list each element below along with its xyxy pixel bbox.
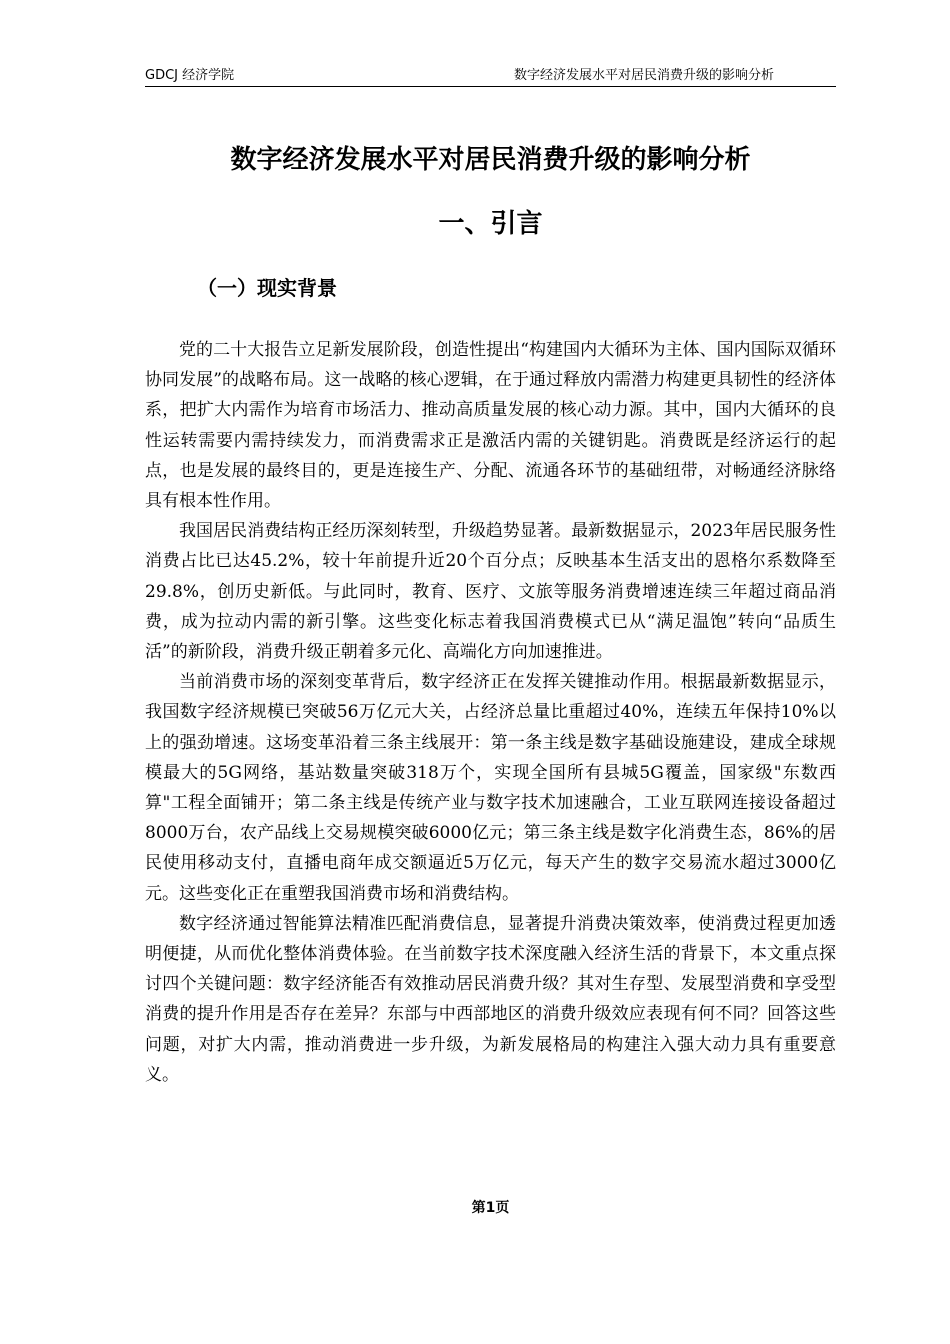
paper-title: 数字经济发展水平对居民消费升级的影响分析 [230, 145, 751, 175]
paragraph-1: 党的二十大报告立足新发展阶段，创造性提出“构建国内大循环为主体、国内国际双循环协同发展”的战略布局。这一战略的核心逻辑，在于通过释放内需潜力构建更具韧性的经济体系，把扩大内需作为培育市场活力、推动高质量发展的核心动力源。其中，国内大循环的良性运转需要内需持续发力，而消费需求正是激活内需的关键钥匙。消费既是经济运行的起点，也是发展的最终目的，更是连接生产、分配、流通各环节的基础纽带，对畅通经济脉络具有根本性作用。 [145, 340, 836, 512]
paragraph-4: 数字经济通过智能算法精准匹配消费信息，显著提升消费决策效率，使消费过程更加透明便捷，从而优化整体消费体验。在当前数字技术深度融入经济生活的背景下，本文重点探讨四个关键问题：数字经济能否有效推动居民消费升级？其对生存型、发展型消费和享受型消费的提升作用是否存在差异？东部与中西部地区的消费升级效应表现有何不同？回答这些问题，对扩大内需，推动消费进一步升级，为新发展格局的构建注入强大动力具有重要意义。 [145, 913, 836, 1085]
header-running-title: 数字经济发展水平对居民消费升级的影响分析 [513, 68, 774, 83]
paragraph-3: 当前消费市场的深刻变革背后，数字经济正在发挥关键推动作用。根据最新数据显示，我国数字经济规模已突破56万亿元大关，占经济总量比重超过40%，连续五年保持10%以上的强劲增速。这场变革沿着三条主线展开：第一条主线是数字基础设施建设，建成全球规模最大的5G网络，基站数量突破318万个，实现全国所有县城5G覆盖，国家级"东数西算"工程全面铺开；第二条主线是传统产业与数字技术加速融合，工业互联网连接设备超过8000万台，农产品线上交易规模突破6000亿元；第三条主线是数字化消费生态，86%的居民使用移动支付，直播电商年成交额逼近5万亿元，每天产生的数字交易流水超过3000亿元。这些变化正在重塑我国消费市场和消费结构。 [145, 672, 836, 904]
page-header [145, 66, 836, 87]
paragraph-2: 我国居民消费结构正经历深刻转型，升级趋势显著。最新数据显示，2023年居民服务性消费占比已达45.2%，较十年前提升近20个百分点；反映基本生活支出的恩格尔系数降至29.8%，创历史新低。与此同时，教育、医疗、文旅等服务消费增速连续三年超过商品消费，成为拉动内需的新引擎。这些变化标志着我国消费模式已从“满足温饱”转向“品质生活”的新阶段，消费升级正朝着多元化、高端化方向加速推进。 [145, 521, 836, 663]
page-number: 第1页 [471, 1200, 510, 1216]
body-text [145, 335, 836, 1090]
subsection-heading: （一）现实背景 [197, 276, 337, 300]
section-heading: 一、引言 [438, 209, 543, 239]
header-institution: GDCJ 经济学院 [145, 68, 235, 83]
